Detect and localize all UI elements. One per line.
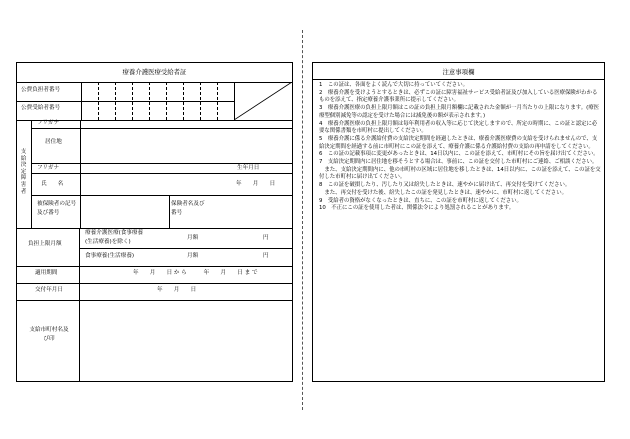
medical-cost-label: 療養介護医療(食事療養(生活療養)を除く) [85, 230, 144, 245]
public-recipient-number-label: 公費受給者番号 [21, 105, 61, 111]
note-item: 1 この証は、各面をよく読んで大切に持っていてください。 [319, 82, 468, 88]
yen-label-1: 円 [263, 235, 269, 241]
note-item: 4 療養介護医療の負担上限月額は毎年利用者の収入等に応じて決定しますので、所定の時期に、この証と認定に必要な関係書類を市町村に提出してください。 [319, 120, 598, 135]
notes-list [319, 82, 601, 213]
yen-label-2: 円 [263, 253, 269, 259]
note-item: 7 支給決定期間内に居住地を移そうとする場合は、事前に、この証を交付した市町村にご連絡、ご相談ください。 [319, 159, 598, 166]
residence-label: 居住地 [45, 139, 62, 145]
cut-line [302, 30, 303, 410]
applicant-label: 支給決定障害者 [20, 149, 27, 195]
issue-date-value: 年 月 日 [157, 287, 197, 293]
note-item: 6 この証の記載事項に変更があったときは、14日以内に、この証を添えて、市町村にその旨を届け出てください。 [319, 151, 599, 158]
recipient-certificate-form [16, 62, 293, 382]
valid-period-label: 適用期間 [35, 270, 58, 276]
monthly-label-2: 月額 [187, 253, 199, 259]
note-item: また、再交付を受けた後、紛失したこの証を発見したときは、速やかに、市町村に返してください。 [319, 189, 567, 196]
note-item: 2 療養介護を受けようとするときは、必ずこの証に障害福祉サービス受給者証及び加入している医療保険がわかるものを添えて、指定療養介護事業所に提示してください。 [319, 89, 598, 104]
certificate-title: 療養介護医療受給者証 [122, 68, 187, 76]
notes-panel [312, 62, 605, 382]
furigana-label-2: フリガナ [37, 165, 60, 171]
birth-date-value: 年 月 日 [236, 181, 276, 187]
notes-title: 注意事項欄 [442, 68, 475, 76]
municipality-label: 支給市町村名及び印 [29, 327, 69, 342]
name-label: 氏 名 [41, 181, 64, 187]
insurer-name-label: 保険者名及び番号 [171, 201, 205, 216]
furigana-label: フリガナ [37, 120, 60, 126]
note-item: 9 受給者の資格がなくなったときは、直ちに、この証を市町村に返してください。 [319, 197, 522, 204]
insured-number-label: 被保険者の記号及び番号 [37, 201, 77, 216]
note-item: 10 不正にこの証を使用した者は、関係法令により処罰されることがあります。 [319, 205, 515, 212]
public-payer-number-label: 公費負担者番号 [21, 87, 61, 93]
slash-mark [234, 82, 293, 120]
meal-cost-label: 食事療養(生活療養) [85, 253, 135, 259]
issue-date-label: 交付年月日 [35, 287, 63, 293]
birth-date-label: 生年月日 [237, 165, 260, 171]
note-item: 8 この証を破損したり、汚したり又は紛失したときは、速やかに届け出て、再交付を受けてください。 [319, 182, 571, 189]
monthly-label-1: 月額 [187, 235, 199, 241]
note-item: 3 療養介護医療の負担上限月額はこの証の負担上限月額欄に記載された金額が一月当たりの上限になります。(療医療型個別減免等の認定を受けた場合には減免後の額が表示されます。) [319, 105, 600, 119]
note-item: 5 療養介護に係る介護給付費の支給決定期間を経過したときは、療養介護医療費の支給を受けられませんので、支給決定期間を経過する前に市町村にこの証を添えて、療養介護に係る介護給付費の支給の再申請をしてください。 [319, 135, 598, 150]
burden-cap-label: 負担上限月額 [28, 241, 62, 247]
note-item: また、支給決定期間内に、他の市町村の区域に居住地を移したときは、14日以内に、この証を添えて、この証を交付した市町村に届け出てください。 [319, 166, 601, 181]
valid-period-value: 年 月 日 か ら 年 月 日 ま で [133, 270, 258, 276]
